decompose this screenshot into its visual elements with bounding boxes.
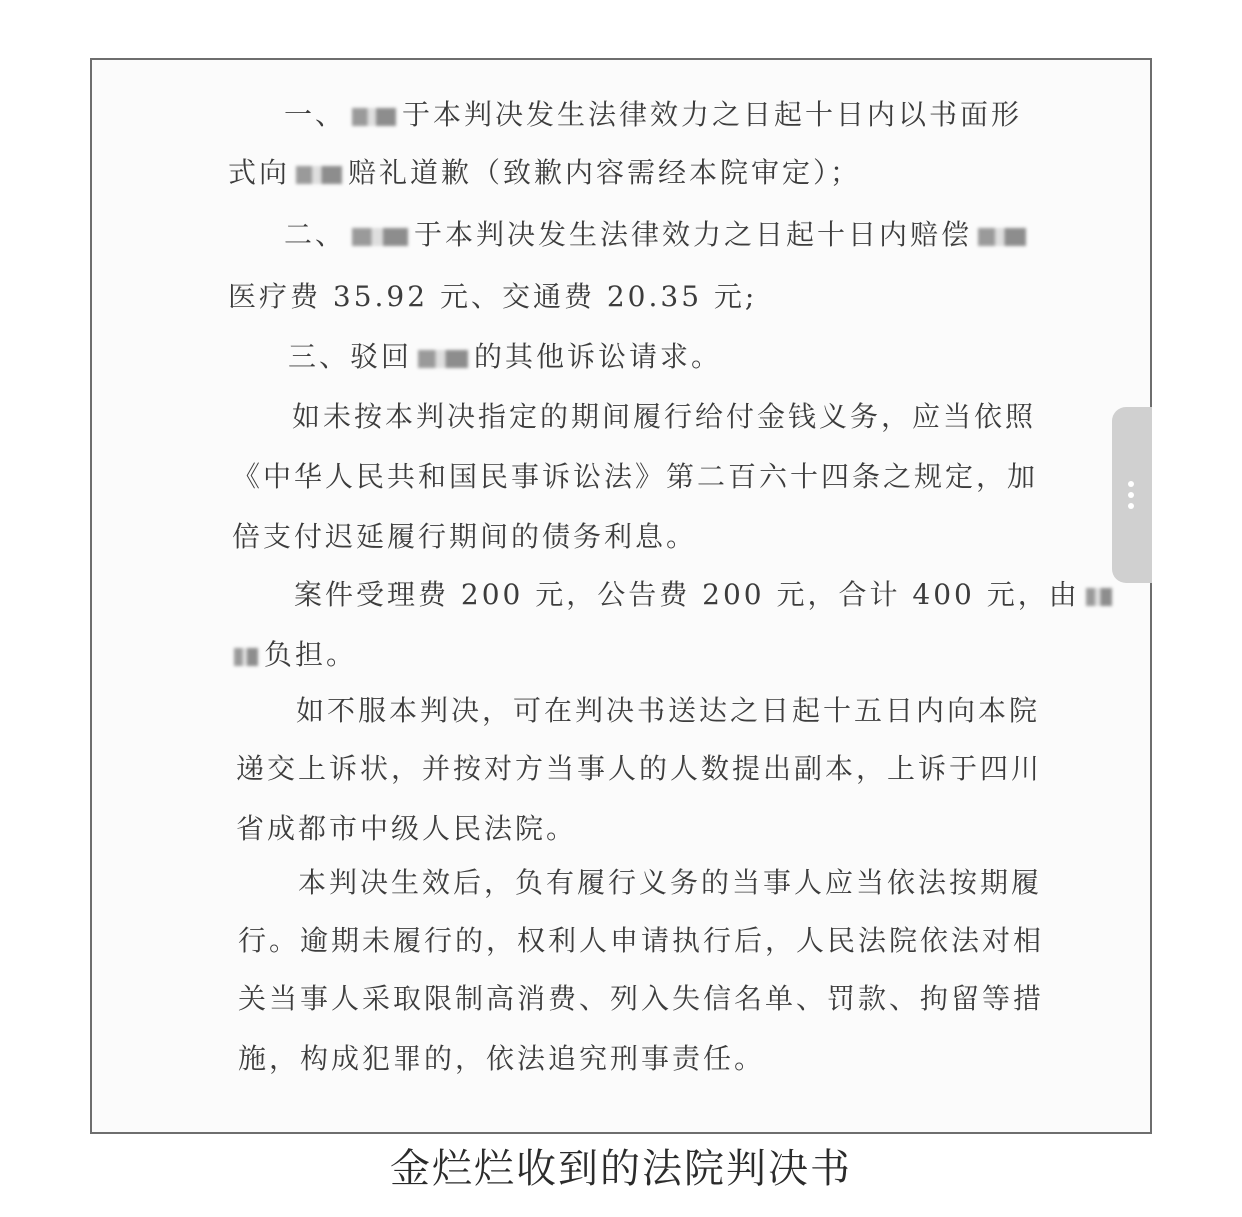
doc-line-1: [284, 98, 1022, 132]
doc-line-5: [288, 340, 722, 374]
doc-text: 施，构成犯罪的，依法追究刑事责任。: [238, 1042, 766, 1075]
more-dots-icon: [1128, 481, 1134, 514]
doc-line-7: [232, 460, 1038, 494]
redacted-name: [352, 108, 396, 126]
doc-text: 三、驳回: [288, 340, 413, 373]
redacted-name: [234, 648, 258, 666]
side-panel-handle[interactable]: [1112, 407, 1152, 583]
doc-text: 本判决生效后，负有履行义务的当事人应当依法按期履: [298, 866, 1043, 899]
doc-text: 一、: [284, 98, 347, 131]
doc-line-4: [228, 280, 757, 314]
doc-text: 递交上诉状，并按对方当事人的人数提出副本，上诉于四川: [236, 752, 1043, 785]
doc-text: 省成都市中级人民法院。: [236, 812, 578, 845]
doc-text: 关当事人采取限制高消费、列入失信名单、罚款、拘留等措: [238, 982, 1045, 1015]
doc-line-8: [232, 520, 697, 554]
doc-text: 于本判决发生法律效力之日起十日内以书面形: [402, 98, 1023, 131]
doc-text: 倍支付迟延履行期间的债务利息。: [232, 520, 698, 553]
doc-line-12: [236, 752, 1042, 786]
doc-line-10: [234, 638, 357, 672]
doc-line-15: [238, 924, 1044, 958]
doc-line-11: [296, 694, 1040, 728]
doc-text: 的其他诉讼请求。: [474, 340, 723, 373]
doc-text: 《中华人民共和国民事诉讼法》第二百六十四条之规定，加: [232, 460, 1039, 493]
redacted-name: [1086, 588, 1112, 606]
redacted-name: [352, 228, 408, 246]
doc-text: 行。逾期未履行的，权利人申请执行后，人民法院依法对相: [238, 924, 1045, 957]
doc-line-3: [284, 218, 1032, 252]
doc-line-16: [238, 982, 1044, 1016]
doc-line-9: [294, 578, 1118, 612]
doc-line-6: [292, 400, 1036, 434]
doc-text: 负担。: [264, 638, 358, 671]
doc-text: 赔礼道歉（致歉内容需经本院审定）；: [348, 156, 862, 189]
doc-line-13: [236, 812, 577, 846]
redacted-name: [978, 228, 1026, 246]
doc-text: 如未按本判决指定的期间履行给付金钱义务，应当依照: [292, 400, 1037, 433]
doc-line-2: [228, 156, 861, 190]
doc-line-14: [298, 866, 1042, 900]
doc-text: 如不服本判决，可在判决书送达之日起十五日内向本院: [296, 694, 1041, 727]
image-caption: 金烂烂收到的法院判决书: [390, 1146, 852, 1192]
redacted-name: [296, 166, 342, 184]
doc-text: 于本判决发生法律效力之日起十日内赔偿: [414, 218, 973, 251]
doc-line-17: [238, 1042, 765, 1076]
doc-text: 二、: [284, 218, 347, 251]
doc-text: 案件受理费 200 元，公告费 200 元，合计 400 元，由: [294, 578, 1080, 611]
doc-text: 医疗费 35.92 元、交通费 20.35 元;: [228, 280, 758, 313]
doc-text: 式向: [228, 156, 291, 189]
redacted-name: [418, 350, 468, 368]
